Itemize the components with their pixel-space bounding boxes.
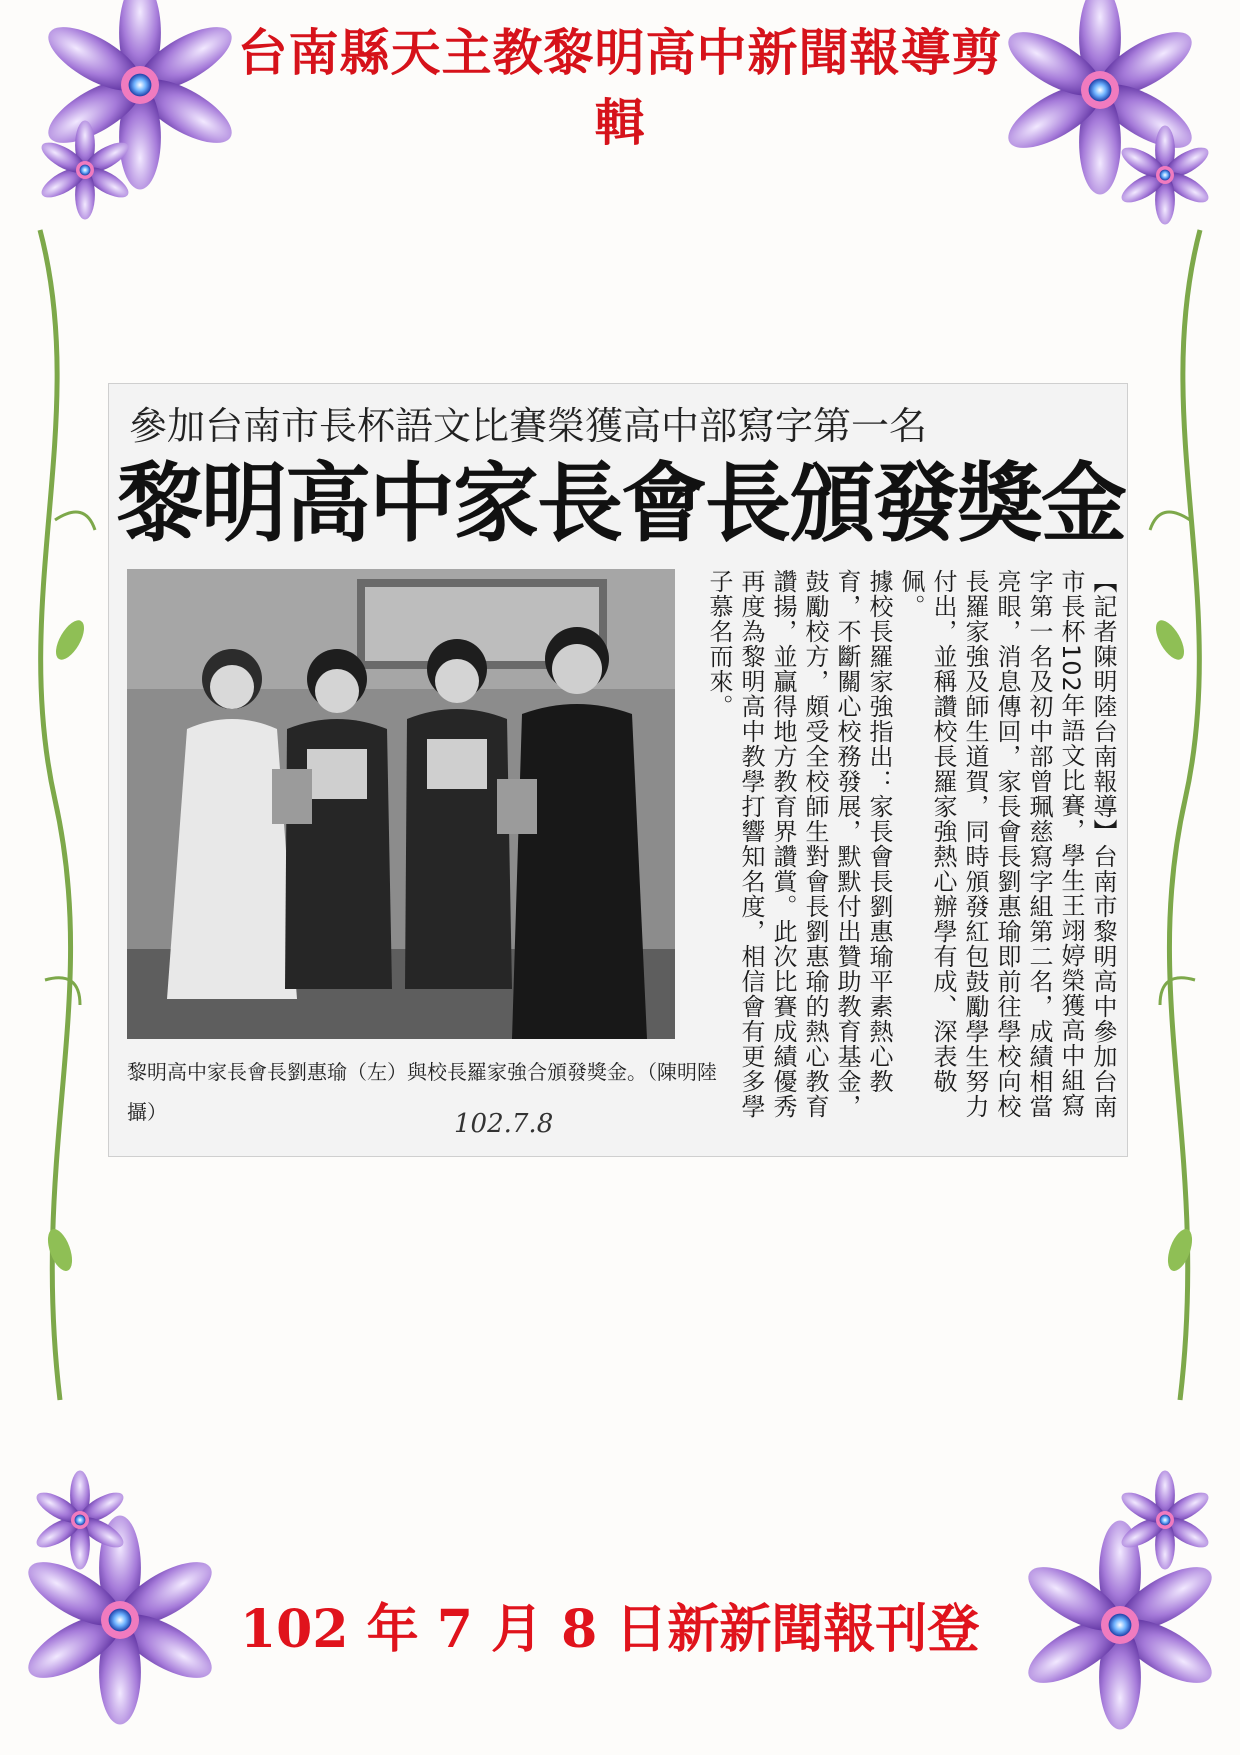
handwritten-date: 102.7.8: [454, 1109, 554, 1139]
article-body: [699, 569, 1119, 1129]
article-subtitle: 參加台南市長杯語文比賽榮獲高中部寫字第一名: [129, 404, 928, 448]
page-header: 台南縣天主教黎明高中新聞報導剪輯: [237, 23, 1003, 152]
photo-caption: 黎明高中家長會長劉惠瑜（左）與校長羅家強合頒發獎金。（陳明陸攝）: [127, 1060, 717, 1124]
left-vine: [40, 230, 71, 1400]
article-photo: [127, 569, 675, 1039]
flower-bottom-right-icon: [1019, 1521, 1221, 1730]
newspaper-clipping: [108, 383, 1128, 1157]
right-vine: [1169, 230, 1200, 1400]
article-headline: 黎明高中家長會長頒發獎金: [117, 454, 1125, 554]
page-footer: 102 年 7 月 8 日新新聞報刊登: [240, 1599, 980, 1660]
article-paragraph: 【記者陳明陸台南報導】台南市黎明高中參加台南市長杯102年語文比賽，學生王翊婷榮獲高中組寫字第一名及初中部曾珮慈寫字組第二名，成績相當亮眼，消息傳回，家長會長劉惠瑜即前往學校向校長羅家強及師生道賀，同時頒發紅包鼓勵學生努力付出，並稱讚校長羅家強熱心辦學有成、深表敬佩。: [897, 569, 1117, 1119]
article-paragraph: 據校長羅家強指出：家長會長劉惠瑜平素熱心教育，不斷關心校務發展，默默付出贊助教育基金，鼓勵校方，頗受全校師生對會長劉惠瑜的熱心教育讚揚，並贏得地方教育界讚賞。此次比賽成績優秀再度為黎明高中教學打響知名度，相信會有更多學子慕名而來。: [705, 569, 893, 1119]
